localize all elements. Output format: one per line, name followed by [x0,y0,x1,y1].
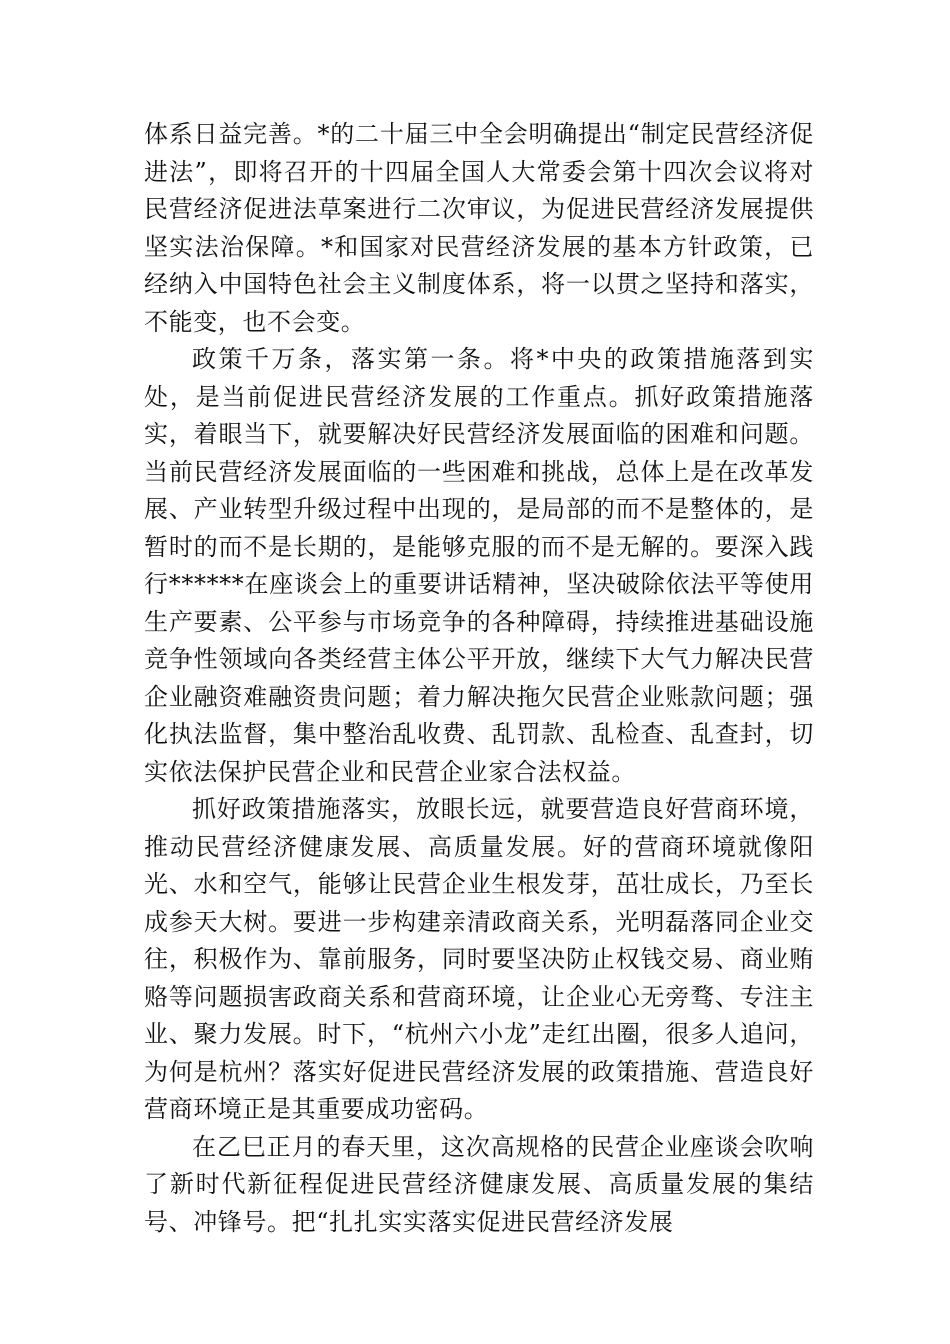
paragraph-4: 在乙巳正月的春天里，这次高规格的民营企业座谈会吹响了新时代新征程促进民营经济健康发展、高质量发展的集结号、冲锋号。把“扎扎实实落实促进民营经济发展 [144,1132,814,1236]
paragraph-3: 抓好政策措施落实，放眼长远，就要营造良好营商环境，推动民营经济健康发展、高质量发展。好的营商环境就像阳光、水和空气，能够让民营企业生根发芽，茁壮成长，乃至长成参天大树。要进一步构建亲清政商关系，光明磊落同企业交往，积极作为、靠前服务，同时要坚决防止权钱交易、商业贿赂等问题损害政商关系和营商环境，让企业心无旁骛、专注主业、聚力发展。时下，“杭州六小龙”走红出圈，很多人追问，为何是杭州？落实好促进民营经济发展的政策措施、营造良好营商环境正是其重要成功密码。 [144,795,814,1123]
paragraph-2: 政策千万条，落实第一条。将*中央的政策措施落到实处，是当前促进民营经济发展的工作重点。抓好政策措施落实，着眼当下，就要解决好民营经济发展面临的困难和问题。当前民营经济发展面临的一些困难和挑战，总体上是在改革发展、产业转型升级过程中出现的，是局部的而不是整体的，是暂时的而不是长期的，是能够克服的而不是无解的。要深入践行******在座谈会上的重要讲话精神，坚决破除依法平等使用生产要素、公平参与市场竞争的各种障碍，持续推进基础设施竞争性领域向各类经营主体公平开放，继续下大气力解决民营企业融资难融资贵问题；着力解决拖欠民营企业账款问题；强化执法监督，集中整治乱收费、乱罚款、乱检查、乱查封，切实依法保护民营企业和民营企业家合法权益。 [144,345,814,786]
document-page [144,116,814,1241]
paragraph-1: 体系日益完善。*的二十届三中全会明确提出“制定民营经济促进法”，即将召开的十四届全国人大常委会第十四次会议将对民营经济促进法草案进行二次审议，为促进民营经济发展提供坚实法治保障。*和国家对民营经济发展的基本方针政策，已经纳入中国特色社会主义制度体系，将一以贯之坚持和落实，不能变，也不会变。 [144,120,814,336]
